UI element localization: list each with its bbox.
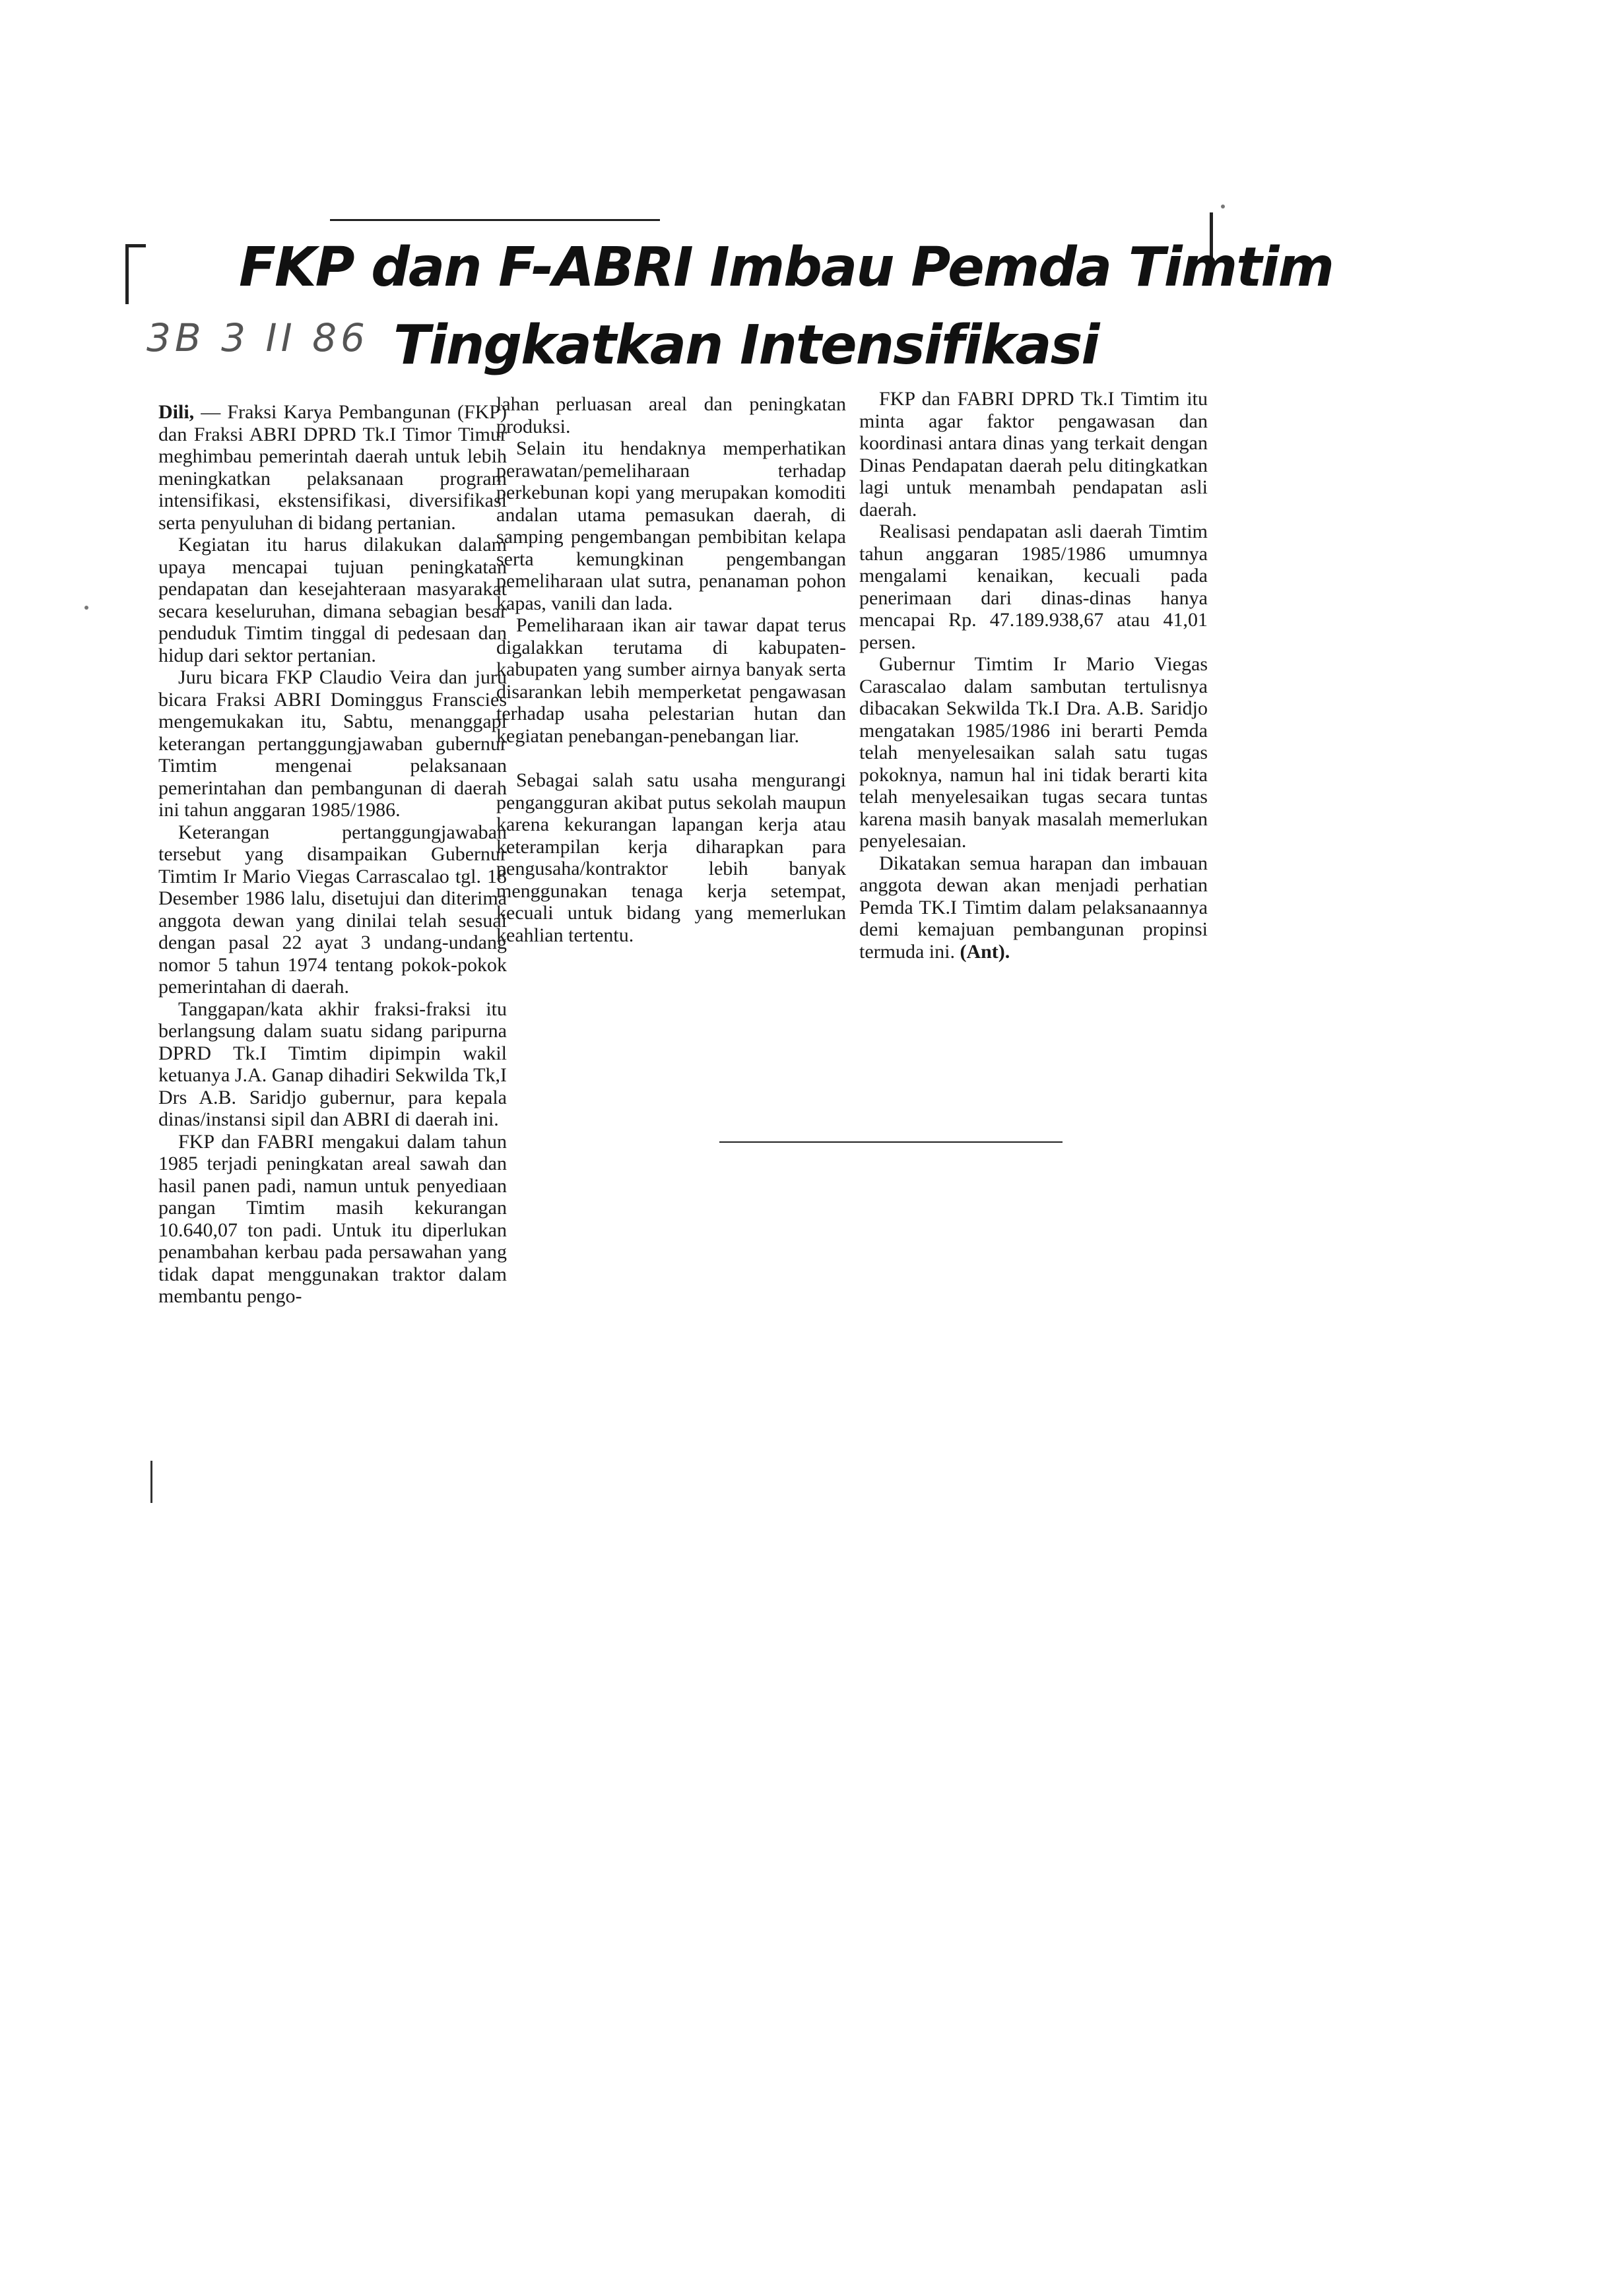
- headline-line-2: Tingkatkan Intensifikasi: [393, 314, 1099, 377]
- clipping-corner-mark: [125, 244, 146, 304]
- paragraph: Sebagai salah satu usaha mengurangi pengangguran akibat putus sekolah maupun karena kekurangan lapangan kerja atau keterampilan kerja diharapkan para pengusaha/kontraktor lebih banyak menggunakan tenaga kerja setempat, kecuali untuk bidang yang memerlukan keahlian tertentu.: [496, 769, 846, 946]
- paragraph: FKP dan FABRI mengakui dalam tahun 1985 terjadi peningkatan areal sawah dan hasil panen padi, namun untuk penyediaan pangan Timtim masih kekurangan 10.640,07 ton padi. Untuk itu diperlukan penambahan kerbau pada persawahan yang tidak dapat menggunakan traktor dalam membantu pengo-: [158, 1130, 507, 1307]
- paragraph: Pemeliharaan ikan air tawar dapat terus digalakkan terutama di kabupaten-kabupaten yang sumber airnya banyak serta disarankan lebih memperketat pengawasan terhadap usaha pelestarian hutan dan kegiatan penebangan-penebangan liar.: [496, 614, 846, 747]
- paragraph: [859, 852, 1208, 963]
- paragraph: Selain itu hendaknya memperhatikan perawatan/pemeliharaan terhadap perkebunan kopi yang merupakan komoditi andalan utama pemasukan daerah, di samping pengembangan pembibitan kelapa serta kemungkinan pengembangan pemeliharaan ulat sutra, penanaman pohon kapas, vanili dan lada.: [496, 437, 846, 614]
- paragraph-text: Dikatakan semua harapan dan imbauan anggota dewan akan menjadi perhatian Pemda TK.I Timtim dalam pelaksanaannya demi kemajuan pembangunan propinsi termuda ini.: [859, 852, 1208, 963]
- margin-mark: [150, 1461, 152, 1503]
- article-column-1: [158, 401, 507, 1308]
- paragraph: FKP dan FABRI DPRD Tk.I Timtim itu minta agar faktor pengawasan dan koordinasi antara dinas yang terkait dengan Dinas Pendapatan daerah pelu ditingkatkan lagi untuk menambah pendapatan asli daerah.: [859, 388, 1208, 521]
- paragraph: lahan perluasan areal dan peningkatan produksi.: [496, 393, 846, 437]
- article-column-3: [859, 388, 1208, 963]
- handwritten-date-note: 3B 3 II 86: [147, 315, 369, 360]
- dateline: Dili,: [158, 401, 195, 423]
- paragraph: Kegiatan itu harus dilakukan dalam upaya mencapai tujuan peningkatan pendapatan dan kesejahteraan masyarakat secara keseluruhan, dimana sebagian besar penduduk Timtim tinggal di pedesaan dan hidup dari sektor pertanian.: [158, 534, 507, 666]
- news-agency-credit: (Ant).: [954, 940, 1010, 963]
- scan-speck: [84, 606, 88, 610]
- paragraph-text: — Fraksi Karya Pembangunan (FKP) dan Fraksi ABRI DPRD Tk.I Timor Timur meghimbau pemerintah daerah untuk lebih meningkatkan pelaksanaan program intensifikasi, ekstensifikasi, diversifikasi serta penyuluhan di bidang pertanian.: [158, 401, 507, 534]
- headline-line-1: FKP dan F-ABRI Imbau Pemda Timtim: [239, 236, 1333, 299]
- paragraph: Realisasi pendapatan asli daerah Timtim tahun anggaran 1985/1986 umumnya mengalami kenaikan, kecuali pada penerimaan dari dinas-dinas hanya mencapai Rp. 47.189.938,67 atau 41,01 persen.: [859, 521, 1208, 653]
- scan-speck: [1221, 205, 1225, 208]
- paragraph: Juru bicara FKP Claudio Veira dan juru bicara Fraksi ABRI Dominggus Franscies mengemukakan itu, Sabtu, menanggapi keterangan pertanggungjawaban gubernur Timtim mengenai pelaksanaan pemerintahan dan pembangunan di daerah ini tahun anggaran 1985/1986.: [158, 666, 507, 821]
- article-column-2: [496, 393, 846, 946]
- top-rule: [330, 219, 660, 221]
- paragraph: Keterangan pertanggungjawaban tersebut yang disampaikan Gubernur Timtim Ir Mario Viegas Carrascalao tgl. 18 Desember 1986 lalu, disetujui dan diterima anggota dewan yang dinilai telah sesuai dengan pasal 22 ayat 3 undang-undang nomor 5 tahun 1974 tentang pokok-pokok pemerintahan di daerah.: [158, 821, 507, 998]
- end-rule: [719, 1141, 1063, 1143]
- paragraph: Gubernur Timtim Ir Mario Viegas Carascalao dalam sambutan tertulisnya dibacakan Sekwilda Tk.I Dra. A.B. Saridjo mengatakan 1985/1986 ini berarti Pemda telah menyelesaikan salah satu tugas pokoknya, namun hal ini tidak berarti kita telah menyelesaikan tugas secara tuntas karena masih banyak masalah memerlukan penyelesaian.: [859, 653, 1208, 852]
- paragraph: Tanggapan/kata akhir fraksi-fraksi itu berlangsung dalam suatu sidang paripurna DPRD Tk.I Timtim dipimpin wakil ketuanya J.A. Ganap dihadiri Sekwilda Tk,I Drs A.B. Saridjo gubernur, para kepala dinas/instansi sipil dan ABRI di daerah ini.: [158, 998, 507, 1130]
- paragraph: [158, 401, 507, 534]
